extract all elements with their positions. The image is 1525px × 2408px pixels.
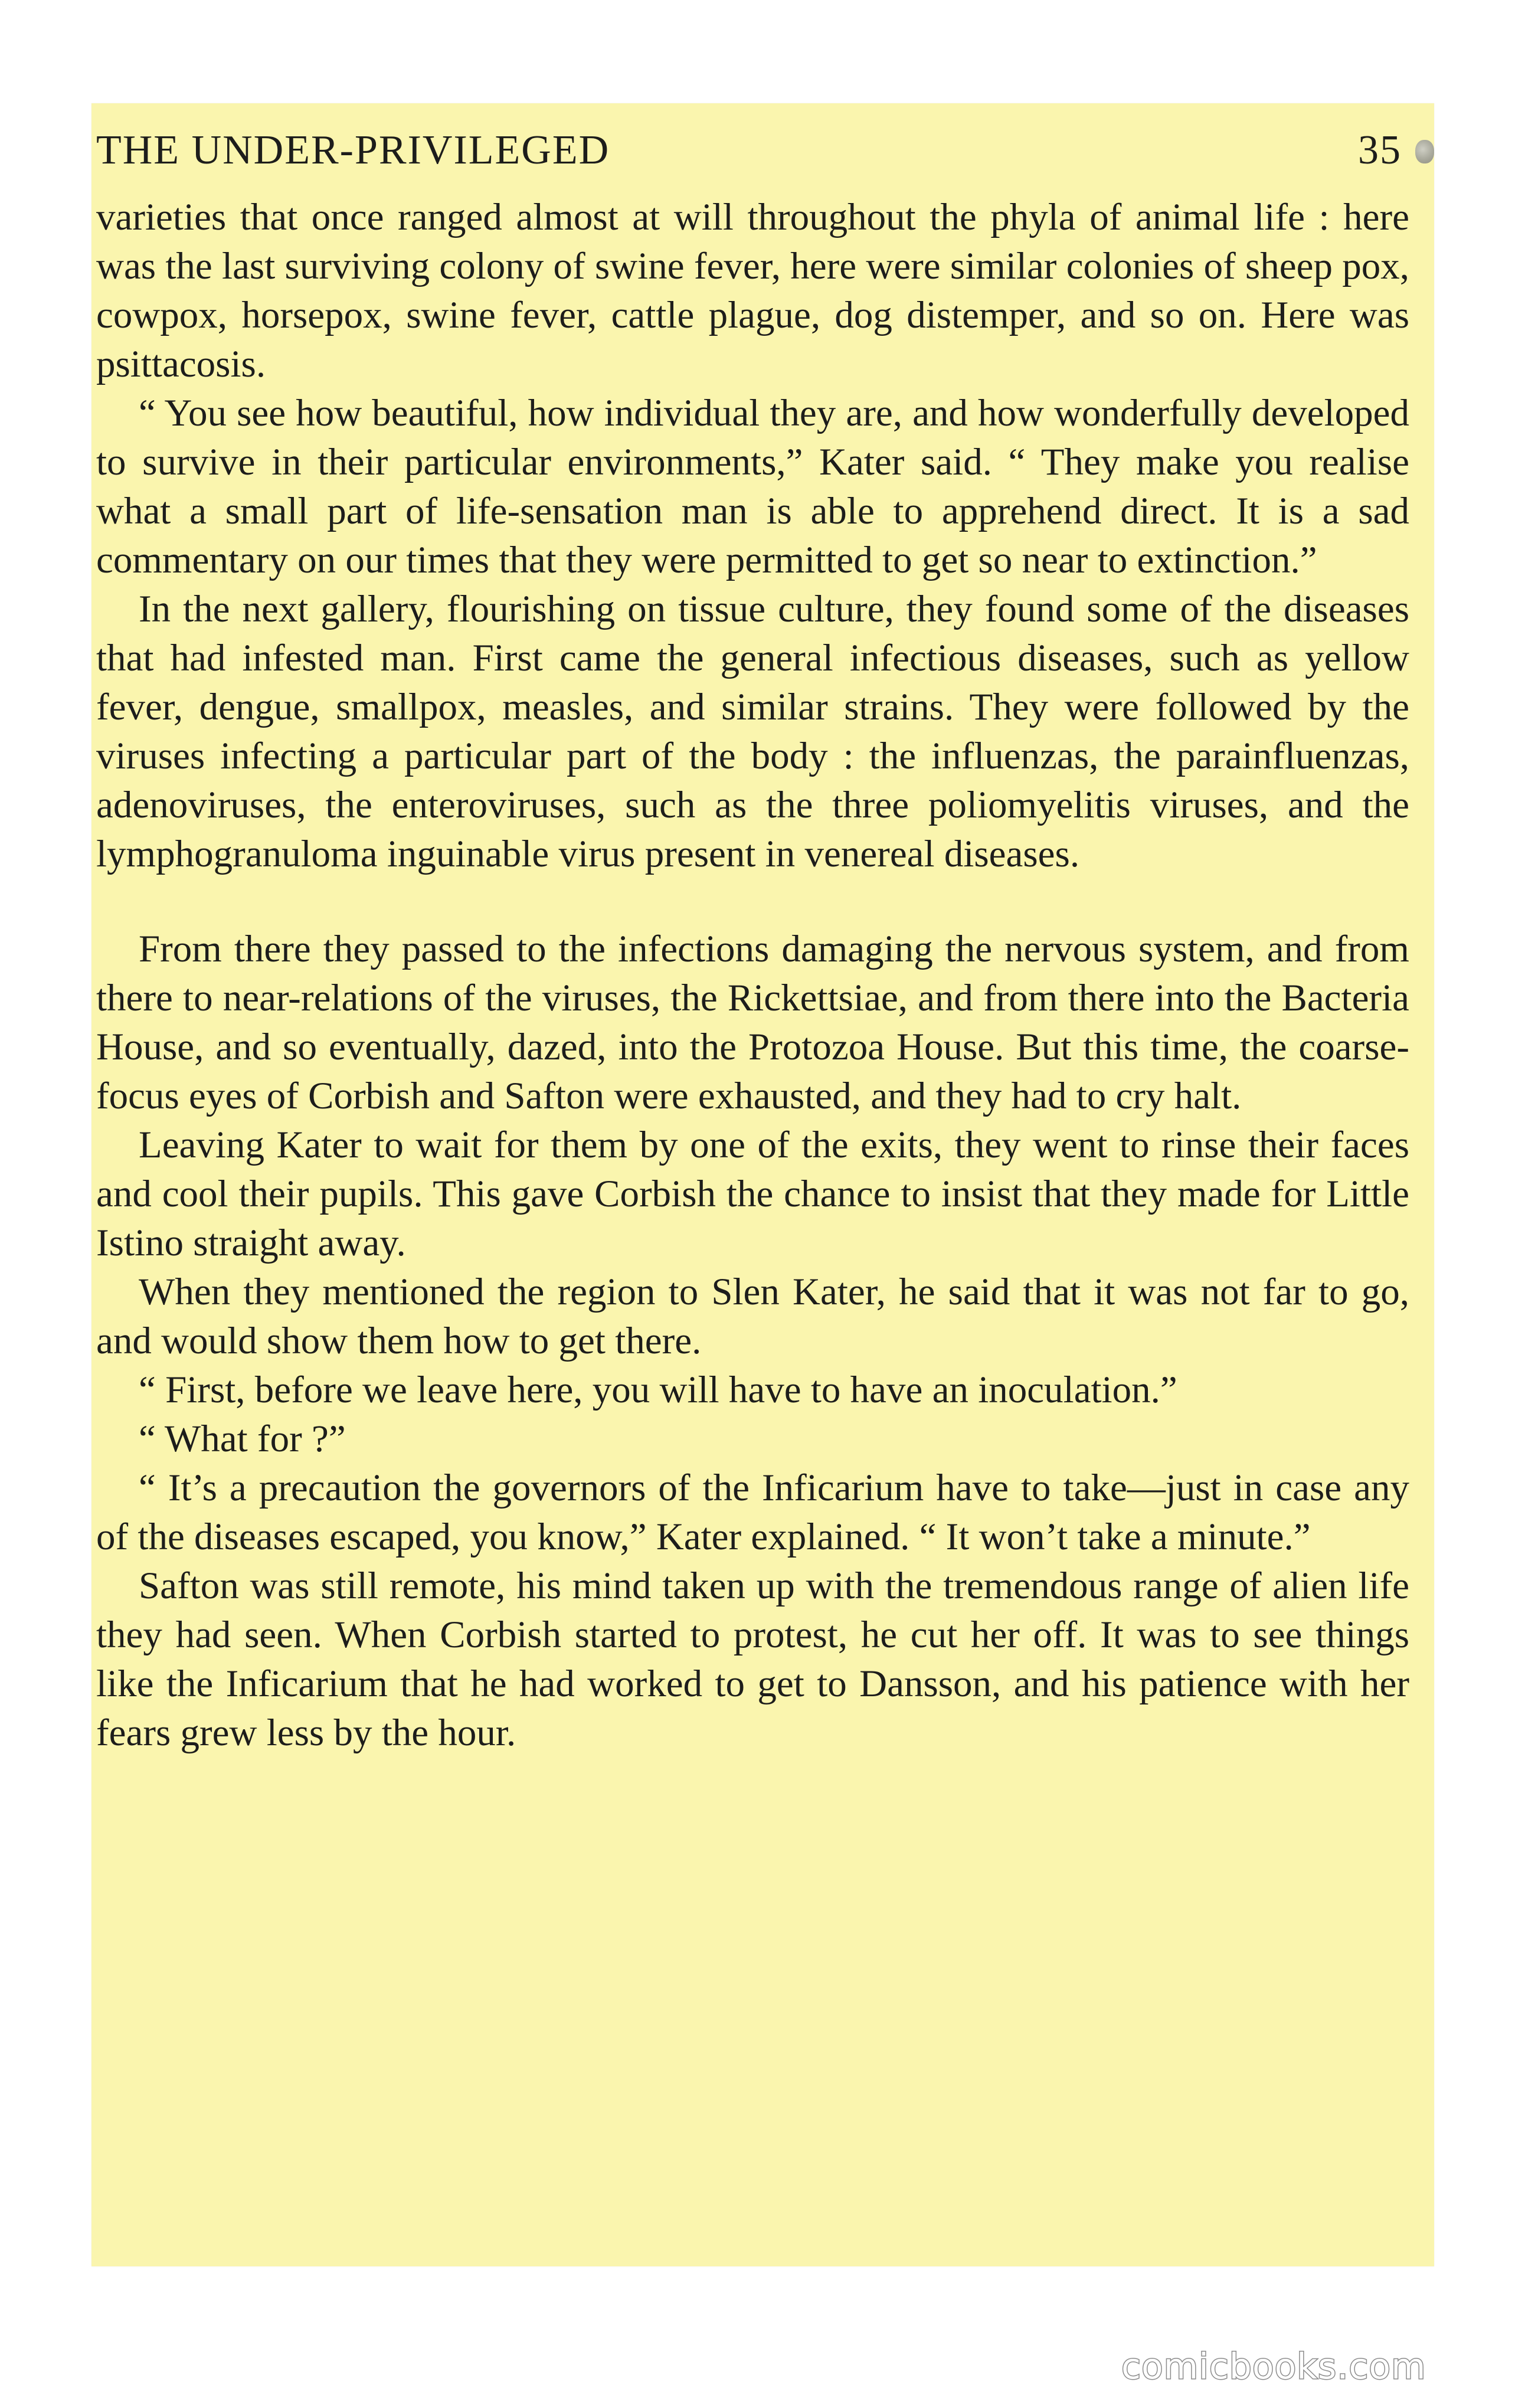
paragraph: “ First, before we leave here, you will have to have an inoculation.” — [139, 1369, 1177, 1411]
book-page — [91, 103, 1434, 2266]
paragraph: When they mentioned the region to Slen Kater, he said that it was not far to go, and would show them how to get there. — [96, 1271, 1409, 1362]
page-number: 35 — [1358, 127, 1402, 173]
watermark: comicbooks.com — [1121, 2346, 1426, 2387]
paragraph: “ What for ?” — [139, 1418, 346, 1460]
running-title: THE UNDER-PRIVILEGED — [96, 127, 610, 173]
paragraph: In the next gallery, flourishing on tissue culture, they found some of the diseases that had infested man. First came the general infectious diseases, such as yellow fever, dengue, smallpox, measles, and similar strains. They were followed by the viruses infecting a particular part of the body : the influenzas, the parainfluenzas, adenoviruses, the enteroviruses, such as the three poliomyelitis viruses, and the lymphogranuloma inguinable virus present in venereal diseases. — [96, 588, 1409, 875]
paragraph: varieties that once ranged almost at will throughout the phyla of animal life : here was the last surviving colony of swine fever, here were similar colonies of sheep pox, cowpox, horsepox, swine fever, cattle plague, dog distemper, and so on. Here was psittacosis. — [96, 196, 1409, 385]
paragraph: “ It’s a precaution the governors of the Inficarium have to take—just in case any of the diseases escaped, you know,” Kater explained. “ It won’t take a minute.” — [96, 1467, 1409, 1558]
paragraph: Leaving Kater to wait for them by one of the exits, they went to rinse their faces and cool their pupils. This gave Corbish the chance to insist that they made for Little Istino straight away. — [96, 1124, 1409, 1264]
paragraph: “ You see how beautiful, how individual they are, and how wonderfully developed to survive in their particular environments,” Kater said. “ They make you realise what a small part of life-sensation man is able to apprehend direct. It is a sad commentary on our times that they were permitted to get so near to extinction.” — [96, 392, 1409, 581]
paragraph: Safton was still remote, his mind taken up with the tremendous range of alien life they had seen. When Corbish started to protest, he cut her off. It was to see things like the Inficarium that he had worked to get to Dansson, and his patience with her fears grew less by the hour. — [96, 1565, 1409, 1754]
ink-blot — [1415, 140, 1434, 163]
paragraph: From there they passed to the infections damaging the nervous system, and from there to near-relations of the viruses, the Rickettsiae, and from there into the Bacteria House, and so eventually, dazed, into the Protozoa House. But this time, the coarse-focus eyes of Corbish and Safton were exhausted, and they had to cry halt. — [96, 928, 1409, 1117]
body-text — [96, 193, 1409, 1758]
running-header — [91, 103, 1434, 198]
